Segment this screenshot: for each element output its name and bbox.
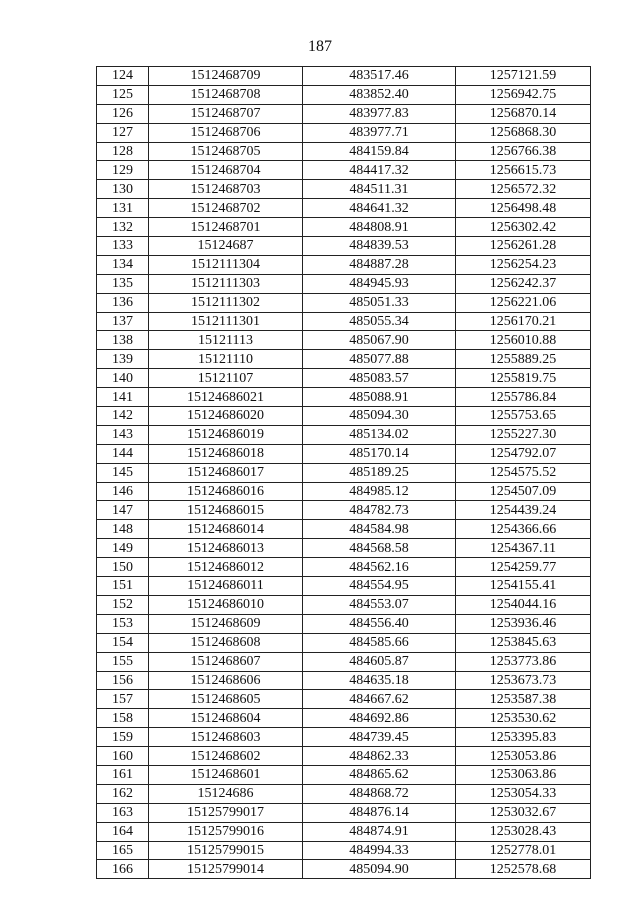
y-coordinate-cell: 1256261.28 bbox=[456, 237, 591, 256]
table-row bbox=[97, 482, 591, 501]
point-id-cell: 1512468701 bbox=[149, 218, 303, 237]
x-coordinate-cell: 484511.31 bbox=[303, 180, 456, 199]
y-coordinate-cell: 1253395.83 bbox=[456, 728, 591, 747]
y-coordinate-cell: 1253053.86 bbox=[456, 747, 591, 766]
point-id-cell: 15125799017 bbox=[149, 803, 303, 822]
point-id-cell: 1512468709 bbox=[149, 67, 303, 86]
point-id-cell: 1512468704 bbox=[149, 161, 303, 180]
y-coordinate-cell: 1256221.06 bbox=[456, 293, 591, 312]
table-row bbox=[97, 237, 591, 256]
row-number-cell: 153 bbox=[97, 614, 149, 633]
y-coordinate-cell: 1254439.24 bbox=[456, 501, 591, 520]
x-coordinate-cell: 485077.88 bbox=[303, 350, 456, 369]
table-row bbox=[97, 747, 591, 766]
point-id-cell: 15124686 bbox=[149, 784, 303, 803]
table-row bbox=[97, 369, 591, 388]
point-id-cell: 1512468601 bbox=[149, 765, 303, 784]
row-number-cell: 141 bbox=[97, 388, 149, 407]
y-coordinate-cell: 1256868.30 bbox=[456, 123, 591, 142]
row-number-cell: 164 bbox=[97, 822, 149, 841]
point-id-cell: 15124687 bbox=[149, 237, 303, 256]
x-coordinate-cell: 484945.93 bbox=[303, 274, 456, 293]
y-coordinate-cell: 1256302.42 bbox=[456, 218, 591, 237]
y-coordinate-cell: 1253845.63 bbox=[456, 633, 591, 652]
x-coordinate-cell: 484641.32 bbox=[303, 199, 456, 218]
x-coordinate-cell: 483852.40 bbox=[303, 85, 456, 104]
table-row bbox=[97, 293, 591, 312]
point-id-cell: 1512468706 bbox=[149, 123, 303, 142]
table-row bbox=[97, 312, 591, 331]
table-row bbox=[97, 709, 591, 728]
x-coordinate-cell: 484865.62 bbox=[303, 765, 456, 784]
x-coordinate-cell: 484159.84 bbox=[303, 142, 456, 161]
x-coordinate-cell: 484584.98 bbox=[303, 520, 456, 539]
x-coordinate-cell: 484585.66 bbox=[303, 633, 456, 652]
row-number-cell: 150 bbox=[97, 558, 149, 577]
x-coordinate-cell: 484553.07 bbox=[303, 595, 456, 614]
x-coordinate-cell: 484605.87 bbox=[303, 652, 456, 671]
row-number-cell: 145 bbox=[97, 463, 149, 482]
y-coordinate-cell: 1252778.01 bbox=[456, 841, 591, 860]
row-number-cell: 148 bbox=[97, 520, 149, 539]
point-id-cell: 15125799015 bbox=[149, 841, 303, 860]
table-row bbox=[97, 161, 591, 180]
table-row bbox=[97, 860, 591, 879]
row-number-cell: 161 bbox=[97, 765, 149, 784]
y-coordinate-cell: 1255819.75 bbox=[456, 369, 591, 388]
row-number-cell: 139 bbox=[97, 350, 149, 369]
row-number-cell: 154 bbox=[97, 633, 149, 652]
y-coordinate-cell: 1253063.86 bbox=[456, 765, 591, 784]
point-id-cell: 1512468702 bbox=[149, 199, 303, 218]
point-id-cell: 15124686013 bbox=[149, 539, 303, 558]
point-id-cell: 15124686015 bbox=[149, 501, 303, 520]
table-row bbox=[97, 331, 591, 350]
point-id-cell: 1512468707 bbox=[149, 104, 303, 123]
point-id-cell: 1512468602 bbox=[149, 747, 303, 766]
y-coordinate-cell: 1256572.32 bbox=[456, 180, 591, 199]
row-number-cell: 151 bbox=[97, 577, 149, 596]
table-row bbox=[97, 728, 591, 747]
x-coordinate-cell: 484876.14 bbox=[303, 803, 456, 822]
row-number-cell: 140 bbox=[97, 369, 149, 388]
point-id-cell: 1512468605 bbox=[149, 690, 303, 709]
x-coordinate-cell: 484562.16 bbox=[303, 558, 456, 577]
y-coordinate-cell: 1254575.52 bbox=[456, 463, 591, 482]
x-coordinate-cell: 485094.90 bbox=[303, 860, 456, 879]
table-row bbox=[97, 614, 591, 633]
x-coordinate-cell: 485055.34 bbox=[303, 312, 456, 331]
table-row bbox=[97, 539, 591, 558]
point-id-cell: 1512111303 bbox=[149, 274, 303, 293]
x-coordinate-cell: 485051.33 bbox=[303, 293, 456, 312]
table-row bbox=[97, 765, 591, 784]
y-coordinate-cell: 1253673.73 bbox=[456, 671, 591, 690]
table-row bbox=[97, 104, 591, 123]
row-number-cell: 134 bbox=[97, 255, 149, 274]
row-number-cell: 128 bbox=[97, 142, 149, 161]
row-number-cell: 157 bbox=[97, 690, 149, 709]
point-id-cell: 15124686010 bbox=[149, 595, 303, 614]
row-number-cell: 146 bbox=[97, 482, 149, 501]
point-id-cell: 15125799016 bbox=[149, 822, 303, 841]
x-coordinate-cell: 483977.83 bbox=[303, 104, 456, 123]
x-coordinate-cell: 485094.30 bbox=[303, 407, 456, 426]
row-number-cell: 143 bbox=[97, 425, 149, 444]
point-id-cell: 15121107 bbox=[149, 369, 303, 388]
x-coordinate-cell: 484808.91 bbox=[303, 218, 456, 237]
x-coordinate-cell: 484556.40 bbox=[303, 614, 456, 633]
row-number-cell: 160 bbox=[97, 747, 149, 766]
x-coordinate-cell: 484839.53 bbox=[303, 237, 456, 256]
table-row bbox=[97, 199, 591, 218]
table-row bbox=[97, 822, 591, 841]
row-number-cell: 159 bbox=[97, 728, 149, 747]
y-coordinate-cell: 1253773.86 bbox=[456, 652, 591, 671]
point-id-cell: 1512468703 bbox=[149, 180, 303, 199]
y-coordinate-cell: 1254155.41 bbox=[456, 577, 591, 596]
row-number-cell: 165 bbox=[97, 841, 149, 860]
row-number-cell: 124 bbox=[97, 67, 149, 86]
point-id-cell: 1512468608 bbox=[149, 633, 303, 652]
point-id-cell: 1512468606 bbox=[149, 671, 303, 690]
x-coordinate-cell: 484994.33 bbox=[303, 841, 456, 860]
row-number-cell: 142 bbox=[97, 407, 149, 426]
row-number-cell: 125 bbox=[97, 85, 149, 104]
table-row bbox=[97, 388, 591, 407]
table-row bbox=[97, 577, 591, 596]
y-coordinate-cell: 1254259.77 bbox=[456, 558, 591, 577]
table-row bbox=[97, 595, 591, 614]
y-coordinate-cell: 1255786.84 bbox=[456, 388, 591, 407]
row-number-cell: 149 bbox=[97, 539, 149, 558]
page-number: 187 bbox=[308, 38, 332, 55]
table-row bbox=[97, 425, 591, 444]
point-id-cell: 1512468604 bbox=[149, 709, 303, 728]
point-id-cell: 15124686016 bbox=[149, 482, 303, 501]
x-coordinate-cell: 484887.28 bbox=[303, 255, 456, 274]
x-coordinate-cell: 484985.12 bbox=[303, 482, 456, 501]
table-row bbox=[97, 841, 591, 860]
x-coordinate-cell: 484667.62 bbox=[303, 690, 456, 709]
coordinates-table bbox=[96, 66, 591, 879]
point-id-cell: 15125799014 bbox=[149, 860, 303, 879]
table-row bbox=[97, 803, 591, 822]
table-row bbox=[97, 690, 591, 709]
y-coordinate-cell: 1255889.25 bbox=[456, 350, 591, 369]
x-coordinate-cell: 485134.02 bbox=[303, 425, 456, 444]
x-coordinate-cell: 483517.46 bbox=[303, 67, 456, 86]
y-coordinate-cell: 1252578.68 bbox=[456, 860, 591, 879]
table-row bbox=[97, 633, 591, 652]
row-number-cell: 163 bbox=[97, 803, 149, 822]
y-coordinate-cell: 1256254.23 bbox=[456, 255, 591, 274]
row-number-cell: 132 bbox=[97, 218, 149, 237]
x-coordinate-cell: 484862.33 bbox=[303, 747, 456, 766]
table-row bbox=[97, 671, 591, 690]
row-number-cell: 152 bbox=[97, 595, 149, 614]
y-coordinate-cell: 1254367.11 bbox=[456, 539, 591, 558]
point-id-cell: 1512111301 bbox=[149, 312, 303, 331]
point-id-cell: 1512111304 bbox=[149, 255, 303, 274]
point-id-cell: 15124686018 bbox=[149, 444, 303, 463]
table-row bbox=[97, 142, 591, 161]
table-row bbox=[97, 350, 591, 369]
point-id-cell: 1512468607 bbox=[149, 652, 303, 671]
table-row bbox=[97, 67, 591, 86]
y-coordinate-cell: 1253936.46 bbox=[456, 614, 591, 633]
x-coordinate-cell: 483977.71 bbox=[303, 123, 456, 142]
y-coordinate-cell: 1254044.16 bbox=[456, 595, 591, 614]
point-id-cell: 15124686021 bbox=[149, 388, 303, 407]
point-id-cell: 15124686012 bbox=[149, 558, 303, 577]
x-coordinate-cell: 484568.58 bbox=[303, 539, 456, 558]
table-row bbox=[97, 180, 591, 199]
table-row bbox=[97, 274, 591, 293]
table-row bbox=[97, 784, 591, 803]
y-coordinate-cell: 1254507.09 bbox=[456, 482, 591, 501]
y-coordinate-cell: 1253587.38 bbox=[456, 690, 591, 709]
y-coordinate-cell: 1256766.38 bbox=[456, 142, 591, 161]
table-row bbox=[97, 123, 591, 142]
y-coordinate-cell: 1257121.59 bbox=[456, 67, 591, 86]
table-row bbox=[97, 255, 591, 274]
y-coordinate-cell: 1255753.65 bbox=[456, 407, 591, 426]
row-number-cell: 135 bbox=[97, 274, 149, 293]
y-coordinate-cell: 1256498.48 bbox=[456, 199, 591, 218]
y-coordinate-cell: 1254792.07 bbox=[456, 444, 591, 463]
y-coordinate-cell: 1254366.66 bbox=[456, 520, 591, 539]
point-id-cell: 15124686019 bbox=[149, 425, 303, 444]
row-number-cell: 129 bbox=[97, 161, 149, 180]
y-coordinate-cell: 1256010.88 bbox=[456, 331, 591, 350]
x-coordinate-cell: 484868.72 bbox=[303, 784, 456, 803]
coordinates-table-body bbox=[97, 67, 591, 879]
table-row bbox=[97, 652, 591, 671]
row-number-cell: 130 bbox=[97, 180, 149, 199]
x-coordinate-cell: 485083.57 bbox=[303, 369, 456, 388]
row-number-cell: 166 bbox=[97, 860, 149, 879]
point-id-cell: 1512111302 bbox=[149, 293, 303, 312]
table-row bbox=[97, 501, 591, 520]
x-coordinate-cell: 484739.45 bbox=[303, 728, 456, 747]
table-row bbox=[97, 407, 591, 426]
x-coordinate-cell: 485170.14 bbox=[303, 444, 456, 463]
row-number-cell: 138 bbox=[97, 331, 149, 350]
y-coordinate-cell: 1253530.62 bbox=[456, 709, 591, 728]
y-coordinate-cell: 1253028.43 bbox=[456, 822, 591, 841]
x-coordinate-cell: 485067.90 bbox=[303, 331, 456, 350]
table-row bbox=[97, 85, 591, 104]
point-id-cell: 1512468708 bbox=[149, 85, 303, 104]
table-row bbox=[97, 558, 591, 577]
x-coordinate-cell: 484417.32 bbox=[303, 161, 456, 180]
x-coordinate-cell: 484692.86 bbox=[303, 709, 456, 728]
point-id-cell: 15121110 bbox=[149, 350, 303, 369]
point-id-cell: 15121113 bbox=[149, 331, 303, 350]
y-coordinate-cell: 1255227.30 bbox=[456, 425, 591, 444]
x-coordinate-cell: 485088.91 bbox=[303, 388, 456, 407]
point-id-cell: 15124686017 bbox=[149, 463, 303, 482]
row-number-cell: 144 bbox=[97, 444, 149, 463]
row-number-cell: 155 bbox=[97, 652, 149, 671]
row-number-cell: 147 bbox=[97, 501, 149, 520]
table-row bbox=[97, 520, 591, 539]
row-number-cell: 127 bbox=[97, 123, 149, 142]
x-coordinate-cell: 485189.25 bbox=[303, 463, 456, 482]
point-id-cell: 15124686020 bbox=[149, 407, 303, 426]
y-coordinate-cell: 1256942.75 bbox=[456, 85, 591, 104]
point-id-cell: 1512468609 bbox=[149, 614, 303, 633]
table-row bbox=[97, 463, 591, 482]
row-number-cell: 158 bbox=[97, 709, 149, 728]
row-number-cell: 131 bbox=[97, 199, 149, 218]
point-id-cell: 15124686014 bbox=[149, 520, 303, 539]
table-row bbox=[97, 444, 591, 463]
row-number-cell: 156 bbox=[97, 671, 149, 690]
row-number-cell: 126 bbox=[97, 104, 149, 123]
x-coordinate-cell: 484554.95 bbox=[303, 577, 456, 596]
point-id-cell: 15124686011 bbox=[149, 577, 303, 596]
table-row bbox=[97, 218, 591, 237]
y-coordinate-cell: 1256870.14 bbox=[456, 104, 591, 123]
x-coordinate-cell: 484635.18 bbox=[303, 671, 456, 690]
y-coordinate-cell: 1253054.33 bbox=[456, 784, 591, 803]
y-coordinate-cell: 1256615.73 bbox=[456, 161, 591, 180]
x-coordinate-cell: 484874.91 bbox=[303, 822, 456, 841]
row-number-cell: 162 bbox=[97, 784, 149, 803]
row-number-cell: 133 bbox=[97, 237, 149, 256]
point-id-cell: 1512468705 bbox=[149, 142, 303, 161]
y-coordinate-cell: 1256242.37 bbox=[456, 274, 591, 293]
x-coordinate-cell: 484782.73 bbox=[303, 501, 456, 520]
y-coordinate-cell: 1256170.21 bbox=[456, 312, 591, 331]
point-id-cell: 1512468603 bbox=[149, 728, 303, 747]
row-number-cell: 137 bbox=[97, 312, 149, 331]
row-number-cell: 136 bbox=[97, 293, 149, 312]
y-coordinate-cell: 1253032.67 bbox=[456, 803, 591, 822]
